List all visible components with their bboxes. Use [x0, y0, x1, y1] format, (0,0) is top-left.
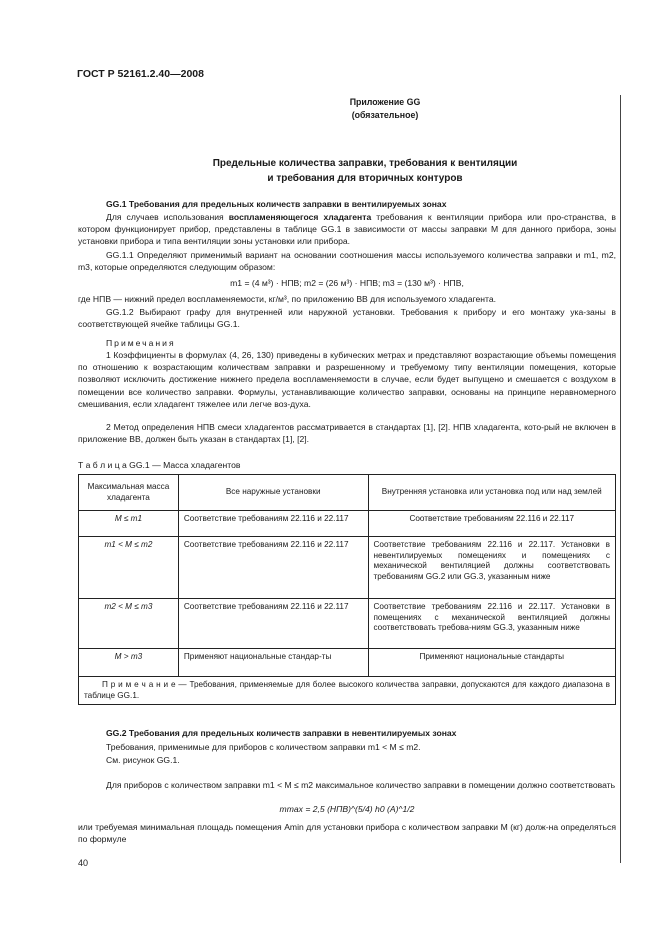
- outdoor-cell: Соответствие требованиям 22.116 и 22.117: [178, 537, 368, 599]
- gg1-p1-pre: Для случаев использования: [106, 212, 229, 222]
- table-row: [79, 599, 616, 649]
- margin-rule: [620, 95, 621, 863]
- gg1-paragraph-1: [78, 211, 616, 248]
- main-title-line1: Предельные количества заправки, требования к вентиляции: [212, 158, 518, 169]
- mass-cell: M ≤ m1: [79, 511, 179, 537]
- table-header-row: [79, 475, 616, 511]
- notes-label: Примечания: [106, 338, 176, 348]
- indoor-cell: Соответствие требованиям 22.116 и 22.117. Установки в невентилируемых помещениях и помещениях с механической вентиляцией должны соответствовать требованиям GG.2 или GG.3, указанным ниже: [368, 537, 616, 599]
- gg1-heading: GG.1 Требования для предельных количеств заправки в вентилируемых зонах: [106, 199, 447, 209]
- table-row: [79, 537, 616, 599]
- gg2-paragraph-1: Требования, применимые для приборов с количеством заправки m1 < M ≤ m2.: [106, 742, 421, 752]
- gg1-p1-post: требования к вентиляции прибора или про-странства, в котором функционирует прибор, представлены в таблице GG.1 в зависимости от массы заправки M для данного прибора, зоны установки прибора и типа вентиляции зоны установки или прибора.: [78, 212, 616, 247]
- gg2-heading: GG.2 Требования для предельных количеств заправки в невентилируемых зонах: [106, 728, 457, 738]
- gg1-paragraph-2: GG.1.1 Определяют применимый вариант на основании соотношения массы используемого количества заправки и m1, m2, m3, которые определяются следующим образом:: [78, 250, 616, 273]
- gg2-paragraph-4: или требуемая минимальная площадь помещения Amin для установки прибора с количеством заправки M (кг) долж-на определяться по формуле: [78, 822, 616, 845]
- gg1-formula: m1 = (4 м³) · НПВ; m2 = (26 м³) · НПВ; m3 = (130 м³) · НПВ,: [230, 278, 464, 288]
- indoor-cell: Соответствие требованиям 22.116 и 22.117: [368, 511, 616, 537]
- table-caption: Т а б л и ц а GG.1 — Масса хладагентов: [78, 460, 241, 470]
- outdoor-cell: Применяют национальные стандар-ты: [178, 649, 368, 677]
- table-note-row: [79, 677, 616, 705]
- mass-cell: m2 < M ≤ m3: [79, 599, 179, 649]
- table-row: [79, 511, 616, 537]
- main-title-line2: и требования для вторичных контуров: [267, 173, 463, 184]
- header-cell-mass: Максимальная масса хладагента: [79, 475, 179, 511]
- header-cell-outdoor: Все наружные установки: [178, 475, 368, 511]
- mass-table: [78, 474, 616, 705]
- gg2-paragraph-3: Для приборов с количеством заправки m1 < M ≤ m2 максимальное количество заправки в помещении должно соответствовать: [106, 780, 616, 790]
- gg1-p1-bold: воспламеняющегося хладагента: [228, 212, 372, 222]
- page-number: 40: [78, 858, 89, 868]
- appendix-status: (обязательное): [351, 110, 419, 120]
- outdoor-cell: Соответствие требованиям 22.116 и 22.117: [178, 599, 368, 649]
- indoor-cell: Соответствие требованиям 22.116 и 22.117. Установки в помещениях с механической вентиляцией должны соответствовать требова-ниям GG.3, указанным ниже: [368, 599, 616, 649]
- note-2: 2 Метод определения НПВ смеси хладагентов рассматривается в стандартах [1], [2]. НПВ хладагента, кото-рый не включен в приложение ВВ, должен быть указан в стандартах [1], [2].: [78, 422, 616, 445]
- gg2-formula: mmax = 2,5 (НПВ)^(5/4) h0 (A)^1/2: [279, 804, 415, 814]
- mass-cell: m1 < M ≤ m2: [79, 537, 179, 599]
- header-cell-indoor: Внутренняя установка или установка под или над землей: [368, 475, 616, 511]
- outdoor-cell: Соответствие требованиям 22.116 и 22.117: [178, 511, 368, 537]
- gg1-paragraph-4: GG.1.2 Выбирают графу для внутренней или наружной установки. Требования к прибору и его монтажу ука-заны в соответствующей ячейке таблицы GG.1.: [78, 307, 616, 330]
- gg1-paragraph-3: где НПВ — нижний предел воспламеняемости, кг/м³, по приложению ВВ для используемого хладагента.: [78, 294, 497, 304]
- appendix-title: Приложение GG: [349, 97, 421, 107]
- indoor-cell: Применяют национальные стандарты: [368, 649, 616, 677]
- note-1: 1 Коэффициенты в формулах (4, 26, 130) приведены в кубических метрах и представляют возрастающие объемы помещения по отношению к возрастающим количествам заправки и разрешенному и требуемому типу вентиляции помещения, которые позволяют исключить достижение нижнего предела воспламеняемости в случае, если будет выпущено и смешается с воздухом в помещении все количество заправки. Формулы, устанавливающие количество заправки, основаны на принципе неравномерного смешивания, если хладагент тяжелее или легче воз-духа.: [78, 350, 616, 409]
- table-note: П р и м е ч а н и е — Требования, применяемые для более высокого количества заправки, допускаются для каждого диапазона в таблице GG.1.: [79, 677, 616, 705]
- table-row: [79, 649, 616, 677]
- gg2-paragraph-2: См. рисунок GG.1.: [106, 755, 180, 765]
- standard-header: ГОСТ Р 52161.2.40—2008: [77, 68, 204, 80]
- mass-cell: M > m3: [79, 649, 179, 677]
